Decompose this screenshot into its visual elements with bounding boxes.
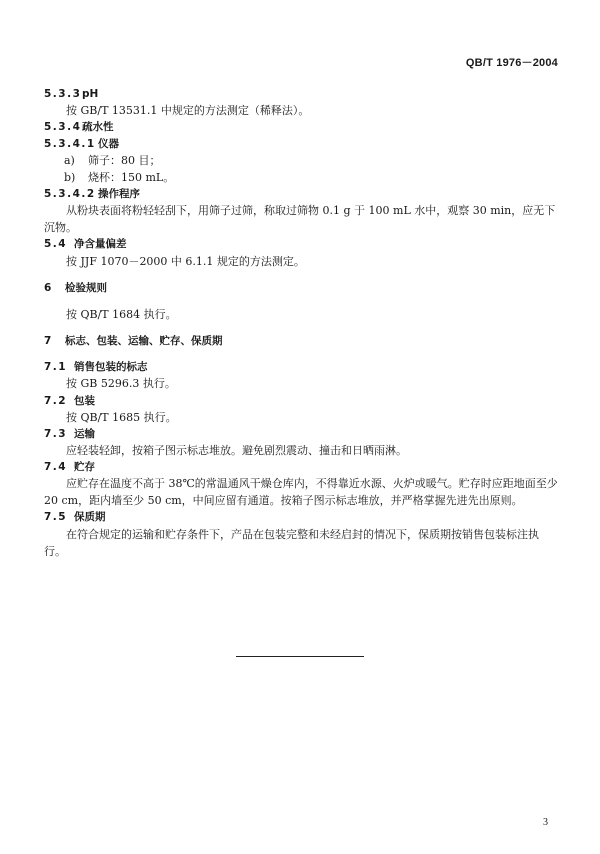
paragraph-7-4: 应贮存在温度不高于 38℃的常温通风干燥仓库内，不得靠近水源、火炉或暖气。贮存时应距地面至少 20 cm，距内墙至少 50 cm，中间应留有通道。按箱子图示标志堆放，并严格掌握先进先出原则。 (44, 477, 558, 508)
heading-title: 检验规则 (65, 281, 107, 294)
heading-number: 5.3.4.1 (44, 137, 96, 150)
heading-title: 操作程序 (98, 187, 140, 200)
heading-number: 6 (44, 281, 53, 294)
heading-title: 疏水性 (82, 121, 114, 134)
heading-5-3-3 (44, 86, 558, 102)
heading-7 (44, 333, 558, 349)
list-marker: b) (64, 170, 76, 184)
document-body (44, 86, 558, 560)
heading-number: 7.1 (44, 361, 68, 374)
heading-number: 7.3 (44, 427, 68, 440)
heading-number: 5.3.4 (44, 121, 82, 134)
heading-5-3-4-1 (44, 136, 558, 152)
heading-number: 7.2 (44, 394, 68, 407)
paragraph-7-5: 在符合规定的运输和贮存条件下，产品在包装完整和未经启封的情况下，保质期按销售包装标注执行。 (44, 527, 539, 558)
paragraph-5-3-3: 按 GB/T 13531.1 中规定的方法测定（稀释法）。 (66, 104, 310, 118)
end-rule (236, 656, 364, 657)
heading-number: 5.3.3 (44, 88, 82, 100)
list-text: 烧杯：150 mL。 (88, 170, 175, 184)
paragraph-7-2: 按 QB/T 1685 执行。 (66, 410, 177, 424)
heading-title: 运输 (74, 427, 95, 440)
heading-7-3 (44, 426, 558, 442)
heading-7-4 (44, 459, 558, 475)
heading-title: 包装 (74, 394, 95, 407)
heading-7-1 (44, 359, 558, 375)
heading-7-2 (44, 393, 558, 409)
heading-7-5 (44, 509, 558, 525)
heading-number: 7.5 (44, 511, 68, 524)
paragraph-6: 按 QB/T 1684 执行。 (66, 307, 177, 321)
heading-number: 7.4 (44, 461, 68, 474)
heading-title: 仪器 (98, 137, 119, 150)
heading-title: 保质期 (74, 511, 106, 524)
paragraph-5-3-4-2: 从粉块表面将粉轻轻刮下，用筛子过筛，称取过筛物 0.1 g 于 100 mL 水中，观察 30 min，应无下沉物。 (44, 204, 556, 235)
standard-code: QB/T 1976－2004 (465, 57, 558, 69)
heading-title: 销售包装的标志 (74, 361, 148, 374)
heading-number: 5.4 (44, 238, 68, 251)
paragraph-5-4: 按 JJF 1070－2000 中 6.1.1 规定的方法测定。 (66, 254, 305, 268)
page-number: 3 (543, 817, 548, 828)
heading-5-3-4-2 (44, 186, 558, 202)
heading-title: 标志、包装、运输、贮存、保质期 (65, 334, 223, 347)
list-item (44, 152, 558, 169)
heading-title: 贮存 (74, 461, 95, 474)
heading-5-4 (44, 236, 558, 252)
list-marker: a) (64, 153, 75, 167)
heading-title: pH (82, 88, 99, 100)
list-text: 筛子：80 目； (88, 153, 161, 167)
heading-5-3-4 (44, 119, 558, 135)
paragraph-7-1: 按 GB 5296.3 执行。 (66, 377, 176, 391)
paragraph-7-3: 应轻装轻卸，按箱子图示标志堆放。避免剧烈震动、撞击和日晒雨淋。 (66, 444, 407, 458)
heading-6 (44, 280, 558, 296)
heading-number: 7 (44, 334, 53, 347)
heading-title: 净含量偏差 (74, 238, 127, 251)
heading-number: 5.3.4.2 (44, 187, 96, 200)
list-item (44, 169, 558, 186)
